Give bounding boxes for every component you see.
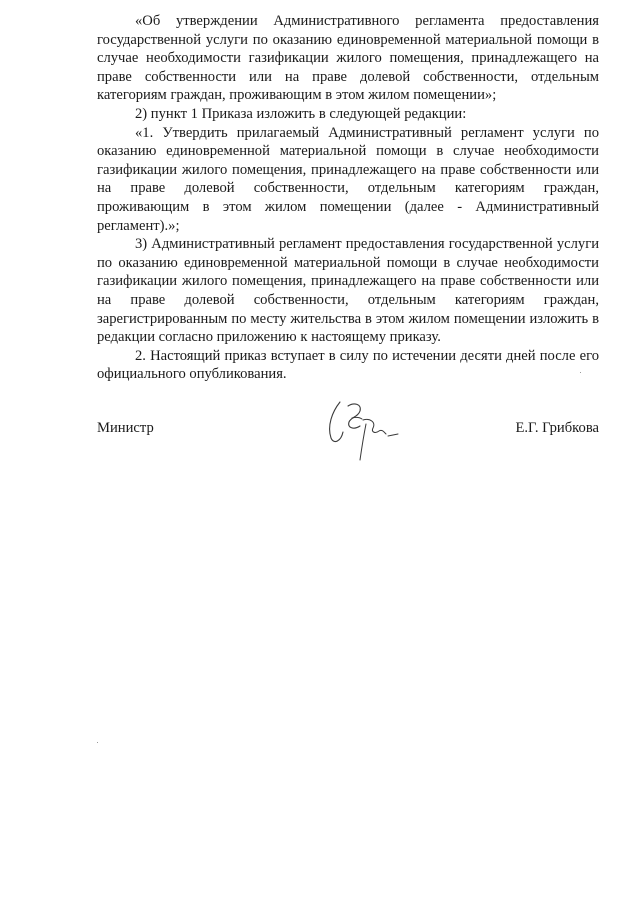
scan-speck (580, 372, 581, 373)
signer-position: Министр (97, 420, 154, 436)
signer-name: Е.Г. Грибкова (515, 420, 599, 436)
paragraph-item-1-new-wording: «1. Утвердить прилагаемый Административный регламент услуги по оказанию единовременной материальной помощи в случае необходимости газификации жилого помещения, принадлежащего на праве собственности или на праве долевой собственности, отдельным категориям граждан, проживающим в этом жилом помещении (далее - Административный регламент).»; (97, 124, 599, 234)
document-body (97, 12, 599, 384)
paragraph-item-3: 3) Административный регламент предоставления государственной услуги по оказанию единовременной материальной помощи в случае необходимости газификации жилого помещения, принадлежащего на праве собственности или на праве долевой собственности, отдельным категориям граждан, зарегистрированным по месту жительства в этом жилом помещении изложить в редакции согласно приложению к настоящему приказу. (97, 236, 599, 346)
scan-speck (97, 742, 98, 743)
paragraph-entry-into-force: 2. Настоящий приказ вступает в силу по истечении десяти дней после его официального опубликования. (97, 347, 599, 383)
paragraph-regulation-title: «Об утверждении Административного регламента предоставления государственной услуги по оказанию единовременной материальной помощи в случае необходимости газификации жилого помещения, принадлежащего на праве собственности или на праве долевой собственности, отдельным категориям граждан, проживающим в этом жилом помещении»; (97, 13, 599, 104)
paragraph-item-2: 2) пункт 1 Приказа изложить в следующей редакции: (135, 105, 467, 122)
handwritten-signature-icon (318, 398, 402, 464)
